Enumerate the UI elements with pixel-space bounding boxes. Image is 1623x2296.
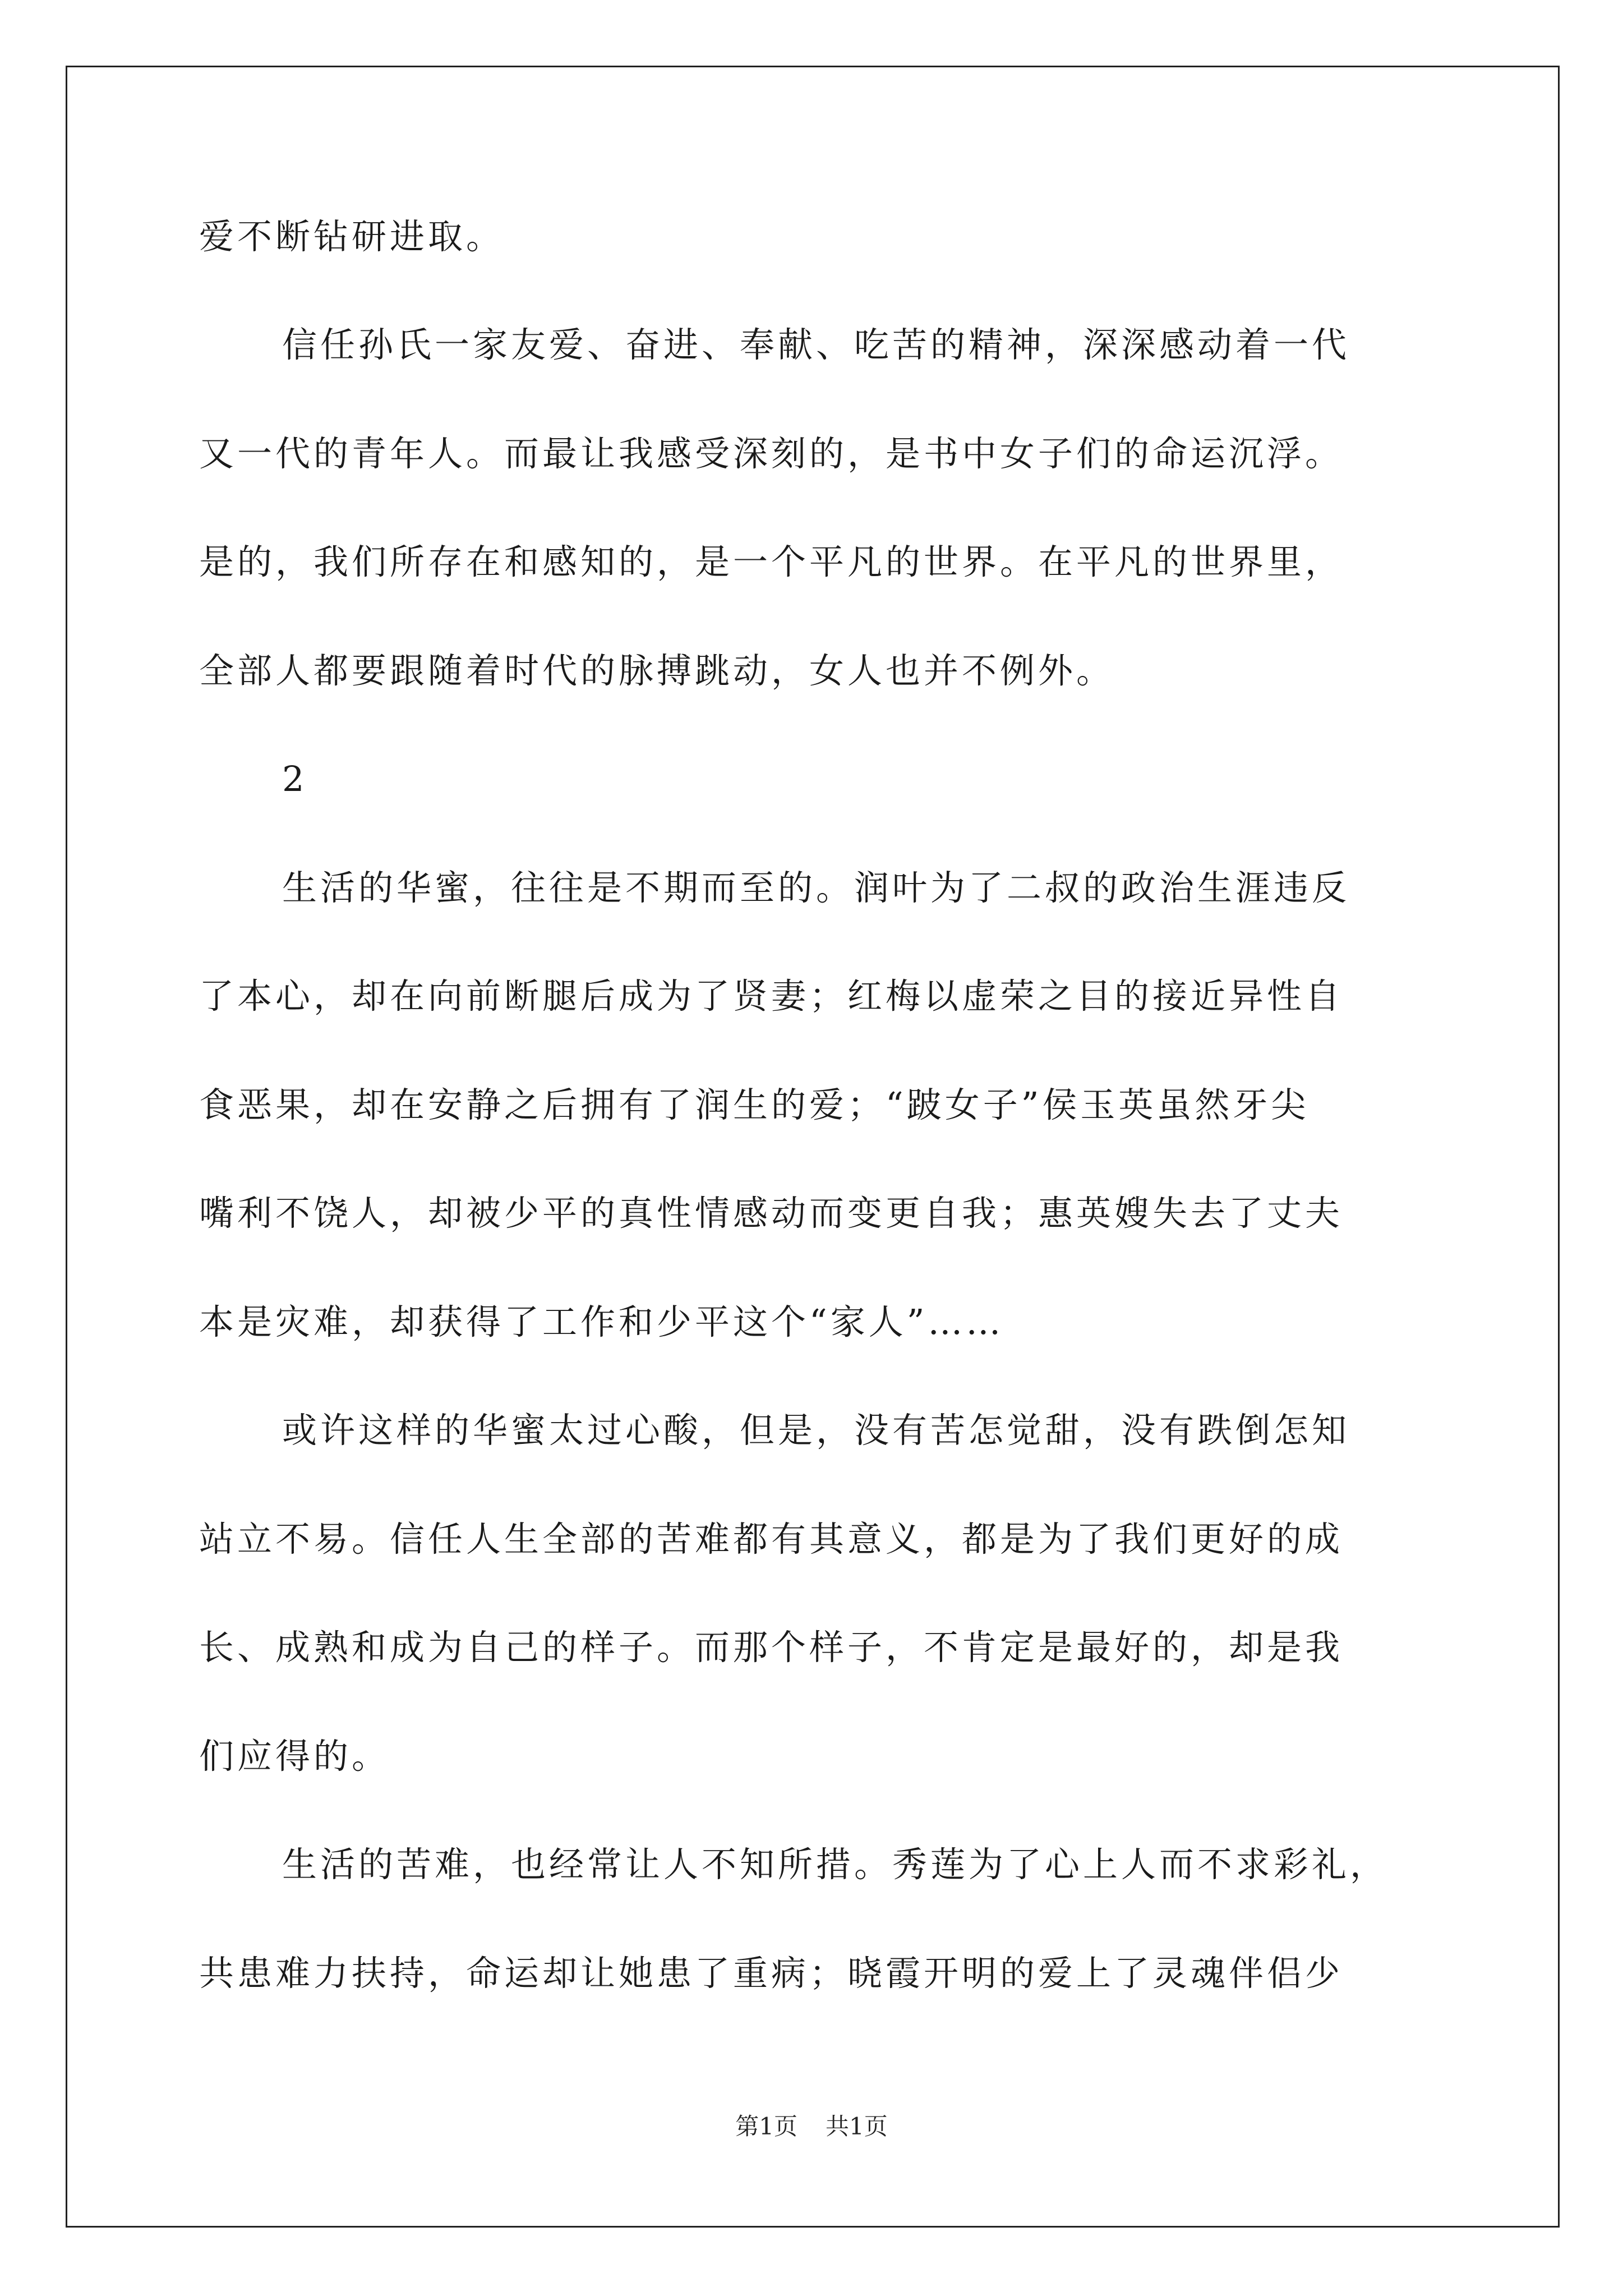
- text-line: 食恶果，却在安静之后拥有了润生的爱；“跛女子”侯玉英虽然牙尖: [199, 1084, 1310, 1125]
- page-border: [66, 66, 1560, 2228]
- text-line: 又一代的青年人。而最让我感受深刻的，是书中女子们的命运沉浮。: [199, 433, 1344, 474]
- text-line: 了本心，却在向前断腿后成为了贤妻；红梅以虚荣之目的接近异性自: [199, 976, 1344, 1016]
- text-line: 长、成熟和成为自己的样子。而那个样子，不肯定是最好的，却是我: [199, 1627, 1344, 1668]
- text-line: 嘴利不饶人，却被少平的真性情感动而变更自我；惠英嫂失去了丈夫: [199, 1193, 1344, 1234]
- text-line: 生活的华蜜，往往是不期而至的。润叶为了二叔的政治生涯违反: [282, 867, 1350, 908]
- text-line: 信任孙氏一家友爱、奋进、奉献、吃苦的精神，深深感动着一代: [282, 324, 1350, 365]
- text-line: 生活的苦难，也经常让人不知所措。秀莲为了心上人而不求彩礼，: [282, 1844, 1389, 1885]
- page-total: 共1页: [826, 2113, 888, 2140]
- text-line: 共患难力扶持，命运却让她患了重病；晓霞开明的爱上了灵魂伴侣少: [199, 1953, 1344, 1994]
- page-footer: [0, 2113, 1623, 2141]
- text-line: 或许这样的华蜜太过心酸，但是，没有苦怎觉甜，没有跌倒怎知: [282, 1410, 1350, 1451]
- text-line: 们应得的。: [199, 1736, 390, 1777]
- text-line: 本是灾难，却获得了工作和少平这个“家人”……: [199, 1301, 1004, 1342]
- text-line: 站立不易。信任人生全部的苦难都有其意义，都是为了我们更好的成: [199, 1519, 1344, 1559]
- text-line: 是的，我们所存在和感知的，是一个平凡的世界。在平凡的世界里，: [199, 541, 1344, 582]
- text-line: 全部人都要跟随着时代的脉搏跳动，女人也并不例外。: [199, 650, 1115, 691]
- text-line: 爱不断钻研进取。: [199, 216, 505, 257]
- section-number: 2: [282, 758, 308, 799]
- page-number: 第1页: [735, 2113, 797, 2140]
